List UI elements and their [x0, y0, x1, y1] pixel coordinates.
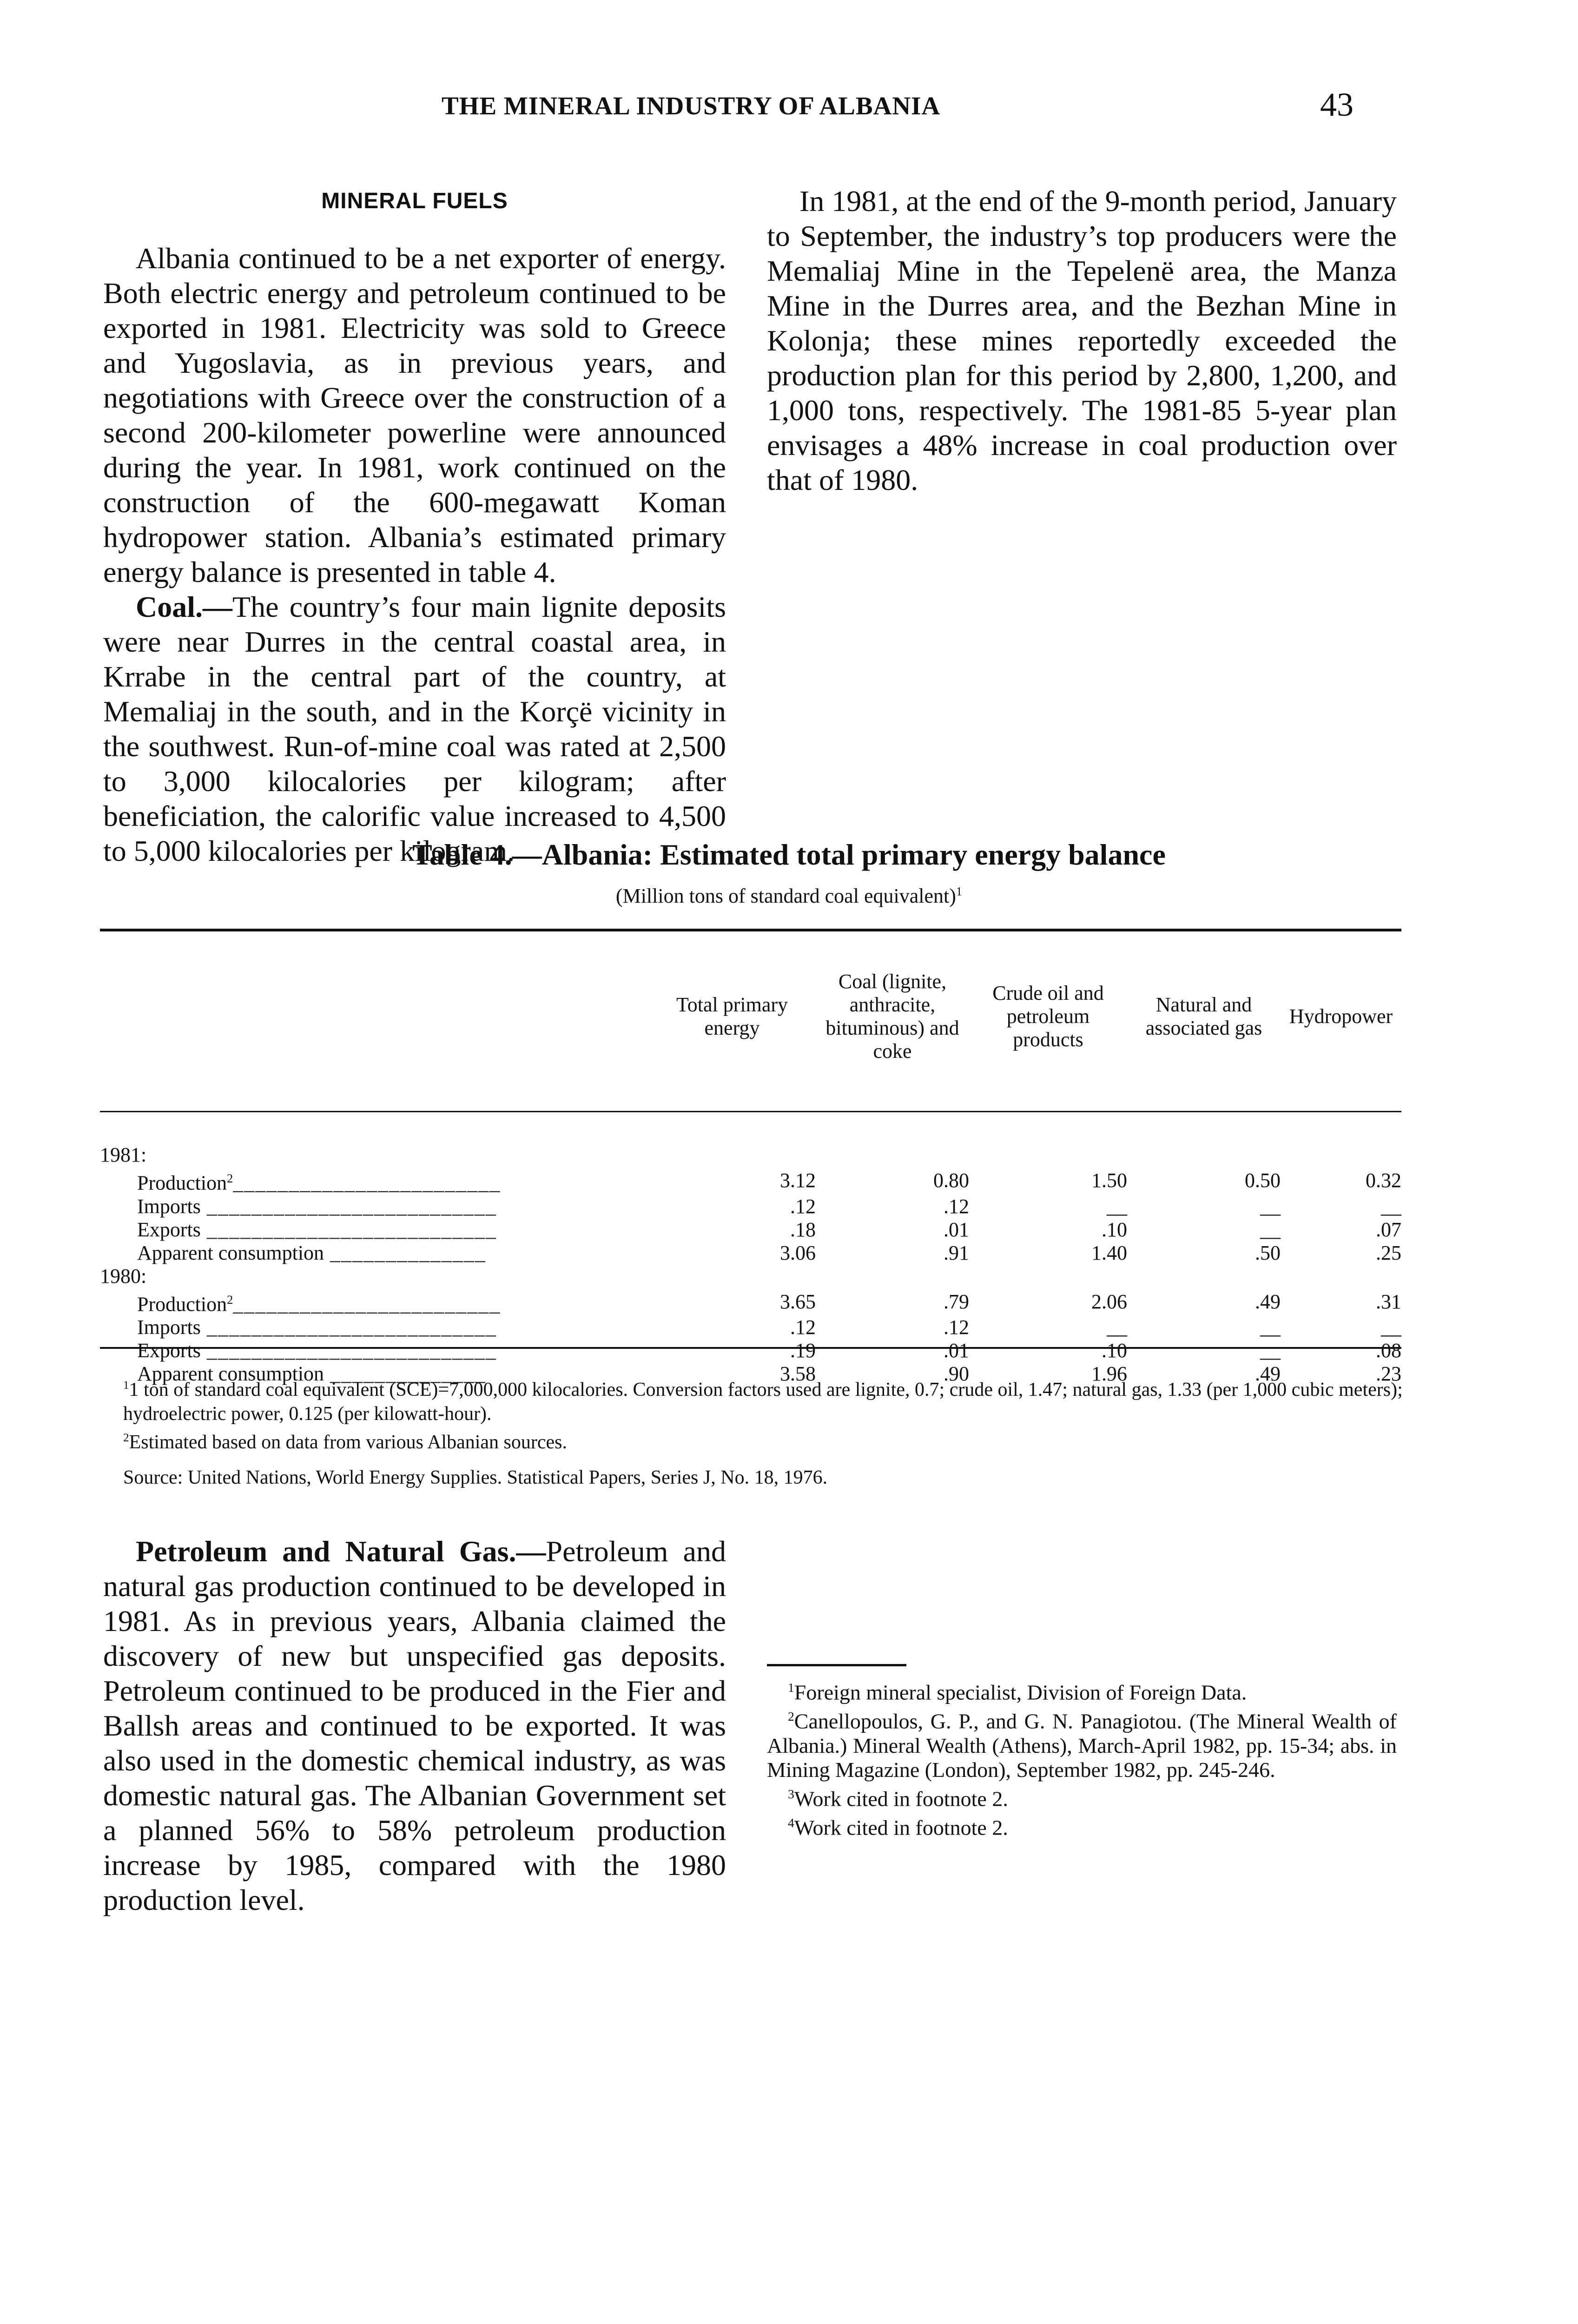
left-column-bottom	[103, 1534, 726, 1917]
row-label: Imports __________________________	[137, 1316, 497, 1339]
cell-coal: .79	[944, 1290, 969, 1313]
cell-natural-gas: __	[1260, 1195, 1281, 1218]
table-row	[100, 1195, 1401, 1218]
row-label-text: Apparent consumption	[137, 1362, 324, 1386]
cell-crude-oil: 1.96	[1091, 1362, 1127, 1386]
table-row	[100, 1241, 1401, 1265]
cell-total: .12	[790, 1316, 816, 1339]
cell-natural-gas: 0.50	[1245, 1169, 1281, 1192]
row-label-text: Imports	[137, 1316, 201, 1339]
cell-hydropower: __	[1381, 1195, 1401, 1218]
cell-hydropower: .31	[1376, 1290, 1401, 1313]
paragraph-coal	[103, 589, 726, 868]
page-footnote-2	[767, 1704, 1397, 1782]
cell-hydropower: __	[1381, 1316, 1401, 1339]
row-label-text: Production	[137, 1171, 227, 1195]
cell-hydropower: 0.32	[1366, 1169, 1401, 1192]
page-footnote-1	[767, 1676, 1397, 1704]
row-label: Production$^2$________________________	[137, 1171, 501, 1195]
table-row-year-1980	[100, 1265, 1401, 1288]
cell-coal: .90	[944, 1362, 969, 1386]
coal-run-in-head: Coal.—	[136, 590, 232, 623]
footnote-marker: 1	[788, 1680, 794, 1695]
row-label: Apparent consumption ______________	[137, 1241, 487, 1264]
cell-coal: .12	[944, 1195, 969, 1218]
cell-crude-oil: 1.40	[1091, 1241, 1127, 1264]
row-label: Exports __________________________	[137, 1339, 497, 1362]
row-label-text: Apparent consumption	[137, 1241, 324, 1264]
table-footnote-1	[123, 1373, 1411, 1426]
cell-hydropower: .07	[1376, 1218, 1401, 1241]
table-header-row	[100, 930, 1401, 1111]
column-header-total: Total primary energy	[676, 993, 788, 1039]
row-label-text: Imports	[137, 1195, 201, 1218]
left-column-top	[103, 184, 726, 868]
footnote-text: Foreign mineral specialist, Division of Foreign Data.	[794, 1680, 1247, 1704]
page-number: 43	[1320, 86, 1354, 123]
footnote-text: Estimated based on data from various Albanian sources.	[129, 1432, 568, 1453]
table-footnote-2	[123, 1426, 1411, 1454]
paragraph-energy-exports: Albania continued to be a net exporter of energy. Both electric energy and petroleum continued to be exported in 1981. Electricity was sold to Greece and Yugoslavia, as in previous years, and negotiations with Greece over the construction of a second 200-kilometer powerline were announced during the year. In 1981, work continued on the construction of the 600-megawatt Koman hydropower station. Albania’s estimated primary energy balance is presented in table 4.	[103, 242, 726, 588]
cell-hydropower: .25	[1376, 1241, 1401, 1264]
footnote-marker: 2	[788, 1709, 794, 1724]
cell-coal: .01	[944, 1339, 969, 1362]
row-label: Imports __________________________	[137, 1195, 497, 1218]
cell-natural-gas: __	[1260, 1316, 1281, 1339]
year-label: 1980:	[100, 1264, 147, 1287]
row-label: Apparent consumption ______________	[137, 1362, 487, 1386]
table-source: Source: United Nations, World Energy Supplies. Statistical Papers, Series J, No. 18, 1976.	[123, 1467, 828, 1488]
table-title: Table 4.—Albania: Estimated total primary energy balance	[412, 838, 1166, 871]
footnote-marker: 1	[123, 1379, 129, 1392]
cell-natural-gas: __	[1260, 1339, 1281, 1362]
cell-crude-oil: __	[1107, 1316, 1127, 1339]
row-label-text: Production	[137, 1293, 227, 1316]
section-heading-mineral-fuels: MINERAL FUELS	[321, 189, 508, 213]
table-row	[100, 1218, 1401, 1241]
paragraph-petroleum	[103, 1534, 726, 1917]
row-label: Production$^2$________________________	[137, 1292, 501, 1316]
footnote-text: Work cited in footnote 2.	[794, 1786, 1008, 1810]
cell-hydropower: .08	[1376, 1339, 1401, 1362]
running-head	[0, 86, 1578, 133]
cell-total: 3.58	[780, 1362, 816, 1386]
energy-balance-table	[100, 930, 1401, 1386]
table-subtitle	[0, 884, 1578, 908]
cell-natural-gas: .49	[1255, 1362, 1281, 1386]
petroleum-run-in-head: Petroleum and Natural Gas.—	[136, 1535, 546, 1568]
row-label-text: Exports	[137, 1339, 201, 1362]
paragraph-coal-producers: In 1981, at the end of the 9-month period, January to September, the industry’s top producers were the Memaliaj Mine in the Tepelenë area, the Manza Mine in the Durres area, and the Bezhan Mine in Kolonja; these mines reportedly exceeded the production plan for this period by 2,800, 1,200, and 1,000 tons, respectively. The 1981-85 5-year plan envisages a 48% increase in coal production over that of 1980.	[767, 185, 1397, 496]
cell-natural-gas: .50	[1255, 1241, 1281, 1264]
row-label-note: 2	[227, 1171, 233, 1185]
cell-total: 3.12	[780, 1169, 816, 1192]
footnote-text: 1 ton of standard coal equivalent (SCE)=7,000,000 kilocalories. Conversion factors used are lignite, 0.7; crude oil, 1.47; natural gas, 1.33 (per 1,000 cubic meters); hydroelectric power, 0.125 (per kilowatt-hour).	[123, 1379, 1403, 1425]
coal-text: The country’s four main lignite deposits were near Durres in the central coastal area, in Krrabe in the central part of the country, at Memaliaj in the south, and in the Korçë vicinity in the southwest. Run-of-mine coal was rated at 2,500 to 3,000 kilocalories per kilogram; after beneficiation, the calorific value increased to 4,500 to 5,000 kilocalories per kilogram.	[103, 590, 726, 867]
table-subtitle-text: (Million tons of standard coal equivalent)	[615, 885, 956, 907]
running-title: THE MINERAL INDUSTRY OF ALBANIA	[442, 92, 941, 120]
table-subtitle-note: 1	[956, 884, 963, 898]
column-header-natural-gas: Natural and associated gas	[1145, 993, 1262, 1039]
row-label: Exports __________________________	[137, 1218, 497, 1241]
cell-natural-gas: __	[1260, 1218, 1281, 1241]
footnote-marker: 3	[788, 1786, 794, 1801]
cell-total: 3.06	[780, 1241, 816, 1264]
table-row-year-1981	[100, 1143, 1401, 1167]
cell-coal: .91	[944, 1241, 969, 1264]
cell-crude-oil: 1.50	[1091, 1169, 1127, 1192]
cell-crude-oil: __	[1107, 1195, 1127, 1218]
footnote-text: Work cited in footnote 2.	[794, 1816, 1008, 1840]
cell-total: .19	[790, 1339, 816, 1362]
page-footnote-3	[767, 1782, 1397, 1811]
row-label-note: 2	[227, 1292, 233, 1307]
page-footnotes	[767, 1676, 1397, 1840]
footnote-text: Canellopoulos, G. P., and G. N. Panagiotou. (The Mineral Wealth of Albania.) Mineral Wealth (Athens), March-April 1982, pp. 15-34; abs. in Mining Magazine (London), September 1982, pp. 245-246.	[767, 1709, 1397, 1782]
cell-hydropower: .23	[1376, 1362, 1401, 1386]
cell-total: 3.65	[780, 1290, 816, 1313]
column-header-coal: Coal (lignite, anthracite, bituminous) and coke	[825, 970, 959, 1063]
column-header-crude-oil: Crude oil and petroleum products	[992, 982, 1104, 1051]
cell-crude-oil: .10	[1102, 1339, 1127, 1362]
right-column-top	[767, 184, 1397, 497]
column-header-hydropower: Hydropower	[1289, 1005, 1393, 1028]
footnote-separator	[767, 1664, 906, 1666]
cell-crude-oil: .10	[1102, 1218, 1127, 1241]
table-row	[100, 1316, 1401, 1339]
table-stub-header	[100, 930, 648, 1111]
page-footnote-4	[767, 1811, 1397, 1840]
row-label-text: Exports	[137, 1218, 201, 1241]
table-footnotes	[123, 1373, 1411, 1454]
cell-coal: .01	[944, 1218, 969, 1241]
cell-coal: .12	[944, 1316, 969, 1339]
petroleum-text: Petroleum and natural gas production continued to be developed in 1981. As in previous years, Albania claimed the discovery of new but unspecified gas deposits. Petroleum continued to be produced in the Fier and Ballsh areas and continued to be exported. It was also used in the domestic chemical industry, as was domestic natural gas. The Albanian Government set a planned 56% to 58% petroleum production increase by 1985, compared with the 1980 production level.	[103, 1535, 726, 1916]
footnote-marker: 2	[123, 1432, 129, 1444]
cell-natural-gas: .49	[1255, 1290, 1281, 1313]
year-label: 1981:	[100, 1143, 147, 1166]
footnote-marker: 4	[788, 1815, 794, 1830]
table-row	[100, 1167, 1401, 1195]
table-row	[100, 1339, 1401, 1362]
cell-crude-oil: 2.06	[1091, 1290, 1127, 1313]
cell-total: .12	[790, 1195, 816, 1218]
cell-total: .18	[790, 1218, 816, 1241]
cell-coal: 0.80	[933, 1169, 969, 1192]
table-row	[100, 1288, 1401, 1316]
